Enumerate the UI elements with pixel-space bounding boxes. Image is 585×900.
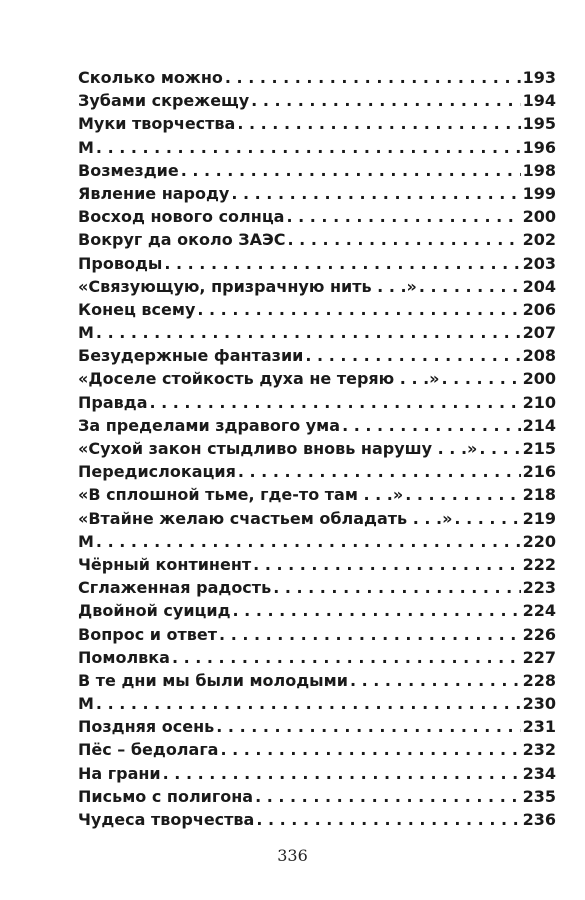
- dot-leader: [253, 553, 520, 576]
- toc-entry-title: Помолвка: [78, 647, 170, 667]
- toc-entry: [78, 182, 556, 205]
- dot-leader: [479, 437, 520, 460]
- dot-leader: [442, 367, 521, 390]
- toc-entry-page: 228: [522, 670, 556, 690]
- toc-entry-title: Безудержные фантазии: [78, 346, 304, 366]
- dot-leader: [273, 576, 520, 599]
- toc-entry: [78, 414, 556, 437]
- toc-entry: [78, 159, 556, 182]
- dot-leader: [256, 808, 520, 831]
- toc-entry: [78, 66, 556, 89]
- toc-entry-page: 193: [522, 68, 556, 87]
- toc-entry-title: Восход нового солнца: [78, 207, 285, 227]
- toc-entry-title: Явление народу: [78, 183, 230, 203]
- toc-entry-title: Пёс – бедолага: [78, 740, 219, 760]
- dot-leader: [286, 205, 520, 228]
- dot-leader: [419, 275, 521, 298]
- toc-entry-title: «Сухой закон стыдливо вновь нарушу . . .»: [78, 439, 478, 458]
- toc-entry: [78, 553, 556, 576]
- dot-leader: [96, 136, 521, 159]
- toc-entry-page: 218: [522, 485, 556, 505]
- toc-entry-page: 200: [522, 207, 556, 227]
- toc-entry: [78, 252, 556, 275]
- toc-entry: [78, 738, 556, 761]
- toc-entry: [78, 437, 556, 460]
- toc-entry-title: Возмездие: [78, 160, 179, 180]
- toc-entry-title: Муки творчества: [78, 114, 236, 134]
- toc-entry-title: Сглаженная радость: [78, 578, 272, 598]
- toc-entry: [78, 785, 556, 808]
- toc-entry-page: 202: [522, 230, 556, 250]
- toc-entry-title: М: [78, 137, 94, 157]
- dot-leader: [96, 692, 521, 715]
- toc-entry-title: «Доселе стойкость духа не теряю . . .»: [78, 369, 440, 389]
- toc-entry-title: Вопрос и ответ: [78, 624, 218, 644]
- toc-entry-page: 227: [522, 647, 556, 667]
- toc-entry-page: 220: [522, 531, 556, 551]
- toc-entry-page: 216: [522, 462, 556, 482]
- dot-leader: [96, 530, 521, 553]
- toc-entry-page: 236: [522, 810, 556, 829]
- dot-leader: [164, 252, 520, 275]
- toc-entry: [78, 599, 556, 622]
- toc-entry: [78, 483, 556, 506]
- toc-entry: [78, 530, 556, 553]
- dot-leader: [225, 66, 521, 89]
- toc-entry-page: 223: [522, 578, 556, 598]
- dot-leader: [233, 599, 521, 622]
- toc-entry-page: 214: [522, 415, 556, 435]
- toc-entry-title: За пределами здравого ума: [78, 415, 341, 435]
- toc-entry-title: «В сплошной тьме, где-то там . . .»: [78, 485, 404, 505]
- toc-entry-title: М: [78, 323, 94, 343]
- toc-entry-page: 208: [522, 346, 556, 366]
- toc-entry-page: 196: [522, 137, 556, 157]
- dot-leader: [238, 460, 521, 483]
- toc-entry-page: 215: [522, 439, 556, 458]
- toc-entry-page: 206: [522, 299, 556, 319]
- toc-entry: [78, 715, 556, 738]
- toc-entry: [78, 344, 556, 367]
- toc-entry-title: М: [78, 694, 94, 714]
- dot-leader: [405, 483, 520, 506]
- dot-leader: [231, 182, 520, 205]
- dot-leader: [219, 623, 521, 646]
- toc-entry-title: На грани: [78, 763, 161, 783]
- toc-entry-title: Двойной суицид: [78, 601, 231, 621]
- toc-entry: [78, 460, 556, 483]
- toc-entry-title: Поздняя осень: [78, 717, 215, 737]
- toc-entry: [78, 205, 556, 228]
- dot-leader: [237, 112, 520, 135]
- dot-leader: [350, 669, 521, 692]
- dot-leader: [255, 785, 521, 808]
- toc-entry-page: 203: [522, 253, 556, 273]
- dot-leader: [149, 391, 520, 414]
- dot-leader: [197, 298, 520, 321]
- toc-entry: [78, 275, 556, 298]
- toc-entry-page: 226: [522, 624, 556, 644]
- toc-entry: [78, 321, 556, 344]
- toc-entry-page: 232: [522, 740, 556, 760]
- dot-leader: [342, 414, 521, 437]
- toc-entry-title: Проводы: [78, 253, 163, 273]
- toc-entry-title: Сколько можно: [78, 68, 223, 87]
- toc-entry-page: 198: [522, 160, 556, 180]
- toc-entry-page: 224: [522, 601, 556, 621]
- dot-leader: [172, 646, 521, 669]
- toc-entry-page: 194: [522, 91, 556, 111]
- toc-entry-title: В те дни мы были молодыми: [78, 670, 348, 690]
- dot-leader: [181, 159, 521, 182]
- toc-entry: [78, 669, 556, 692]
- toc-entry-title: Правда: [78, 392, 148, 412]
- toc-entry-title: «Связующую, призрачную нить . . .»: [78, 276, 417, 296]
- toc-entry-title: «Втайне желаю счастьем обладать . . .»: [78, 508, 453, 528]
- toc-entry: [78, 112, 556, 135]
- toc-entry-page: 199: [522, 183, 556, 203]
- toc-entry-page: 222: [522, 554, 556, 574]
- toc-entry-page: 207: [522, 323, 556, 343]
- toc-entry-page: 210: [522, 392, 556, 412]
- toc-entry: [78, 646, 556, 669]
- dot-leader: [216, 715, 520, 738]
- toc-entry-title: М: [78, 531, 94, 551]
- dot-leader: [454, 507, 520, 530]
- dot-leader: [96, 321, 521, 344]
- dot-leader: [305, 344, 520, 367]
- toc-entry: [78, 228, 556, 251]
- toc-entry: [78, 136, 556, 159]
- toc-entry-page: 219: [522, 508, 556, 528]
- toc-entry-title: Конец всему: [78, 299, 196, 319]
- toc-entry-title: Чёрный континент: [78, 554, 252, 574]
- toc-entry: [78, 367, 556, 390]
- dot-leader: [220, 738, 520, 761]
- toc-entry-title: Письмо с полигона: [78, 786, 254, 806]
- toc-entry-page: 200: [522, 369, 556, 389]
- toc-entry-page: 230: [522, 694, 556, 714]
- toc-entry: [78, 89, 556, 112]
- table-of-contents: [78, 66, 556, 831]
- toc-entry-page: 235: [522, 786, 556, 806]
- toc-entry-title: Передислокация: [78, 462, 236, 482]
- toc-entry-page: 195: [522, 114, 556, 134]
- toc-entry-title: Вокруг да около ЗАЭС: [78, 230, 286, 250]
- dot-leader: [251, 89, 520, 112]
- page-number: 336: [277, 846, 308, 865]
- toc-entry: [78, 576, 556, 599]
- dot-leader: [288, 228, 521, 251]
- toc-entry-page: 234: [522, 763, 556, 783]
- toc-entry: [78, 692, 556, 715]
- dot-leader: [163, 762, 521, 785]
- toc-entry-title: Чудеса творчества: [78, 810, 255, 829]
- toc-entry: [78, 623, 556, 646]
- toc-entry-page: 204: [522, 276, 556, 296]
- toc-entry-page: 231: [522, 717, 556, 737]
- toc-entry: [78, 298, 556, 321]
- toc-entry: [78, 808, 556, 831]
- toc-entry: [78, 391, 556, 414]
- toc-entry-title: Зубами скрежещу: [78, 91, 250, 111]
- toc-entry: [78, 762, 556, 785]
- toc-entry: [78, 507, 556, 530]
